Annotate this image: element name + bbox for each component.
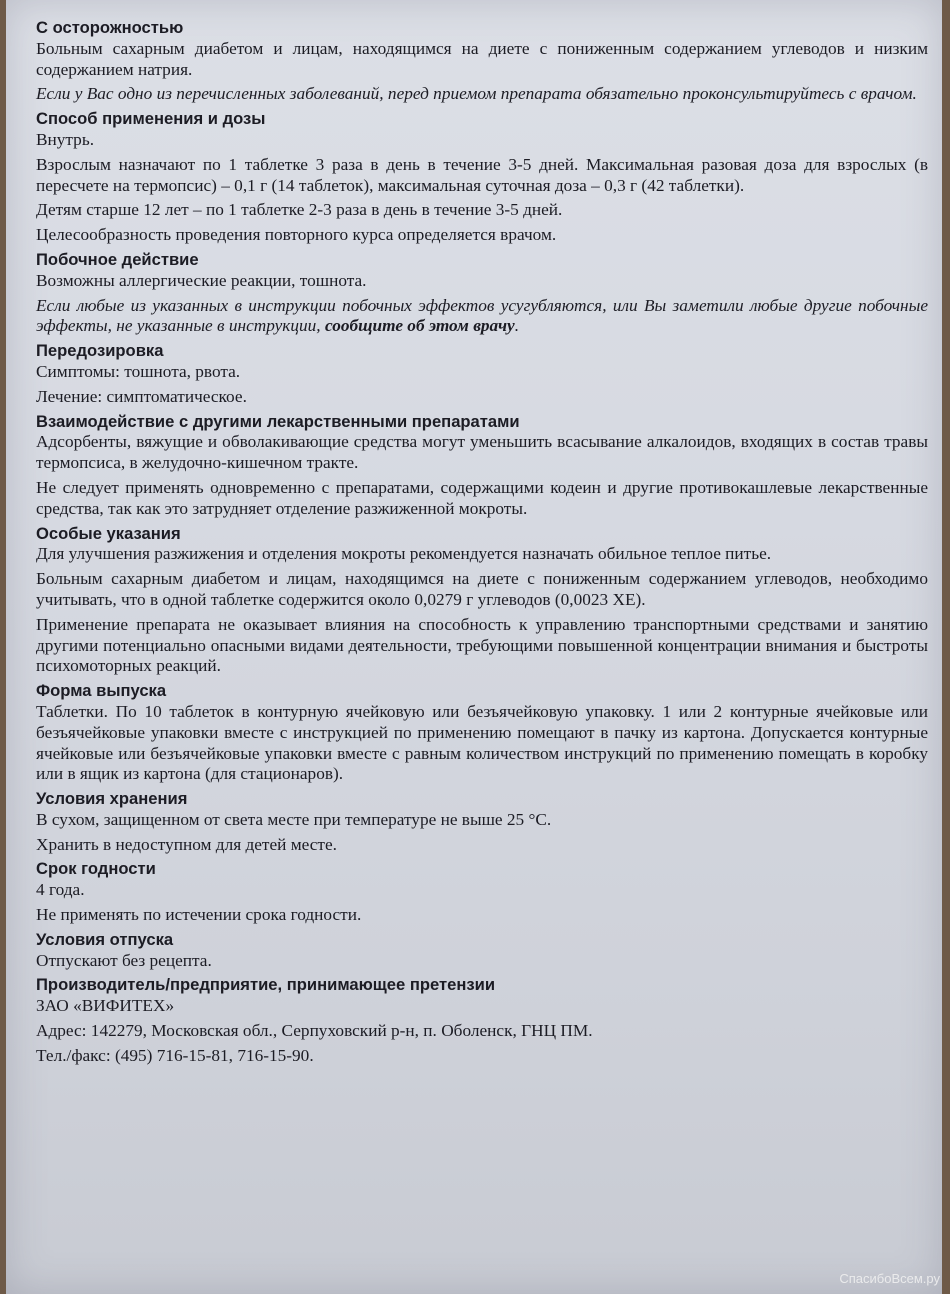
section-title: Особые указания: [36, 523, 181, 543]
paragraph-text: Целесообразность проведения повторного курса определяется врачом.: [36, 225, 557, 245]
paragraph-text: 4 года.: [36, 880, 85, 900]
section-paragraph: [36, 39, 928, 81]
section-paragraph: [36, 996, 928, 1017]
paragraph-text: Внутрь.: [36, 129, 95, 149]
section-paragraph: [36, 478, 928, 520]
section-paragraph: [36, 200, 928, 221]
paragraph-text: Больным сахарным диабетом и лицам, находящимся на диете с пониженным содержанием углеводов и низким содержанием натрия.: [36, 38, 928, 79]
section-title: Условия хранения: [36, 789, 188, 809]
paragraph-text: Больным сахарным диабетом и лицам, находящимся на диете с пониженным содержанием углеводов, необходимо учитывать, что в одной таблетке содержится около 0,0279 г углеводов (0,0023 ХЕ).: [36, 569, 928, 609]
paragraph-text: Адрес: 142279, Московская обл., Серпуховский р-н, п. Оболенск, ГНЦ ПМ.: [36, 1021, 593, 1041]
leaflet-sheet: [6, 0, 942, 1294]
paragraph-text: Симптомы: тошнота, рвота.: [36, 361, 241, 381]
section-paragraph: [36, 951, 928, 972]
paragraph-text: ЗАО «ВИФИТЕХ»: [36, 996, 175, 1016]
paragraph-text: Если любые из указанных в инструкции побочных эффектов усугубляются, или Вы заметили любые другие побочные эффекты, не указанные в инструкции,: [36, 295, 928, 336]
section-paragraph: [36, 569, 928, 611]
section-paragraph: [36, 1021, 928, 1042]
section-title: Передозировка: [36, 341, 164, 361]
section-title: С осторожностью: [36, 18, 184, 37]
section-title: Форма выпуска: [36, 681, 167, 701]
paragraph-text: Таблетки. По 10 таблеток в контурную ячейковую или безъячейковую упаковку. 1 или 2 контурные ячейковые или безъячейковые упаковки вместе с инструкцией по применению помещают в пачку из картона. Допускается контурные ячейковые или безъячейковые упаковки вместе с равным количеством инструкций по применению помещать в коробку или в ящик из картона (для стационаров).: [36, 701, 928, 784]
section-paragraph: [36, 387, 928, 408]
spacer: [36, 1067, 928, 1071]
leaflet-content: [36, 18, 928, 1071]
paragraph-text: Лечение: симптоматическое.: [36, 386, 247, 406]
section-paragraph: [36, 155, 928, 197]
paragraph-text: Взрослым назначают по 1 таблетке 3 раза в день в течение 3-5 дней. Максимальная разовая доза для взрослых (в пересчете на термопсис) – 0,1 г (14 таблеток), максимальная суточная доза – 0,3 г (42 таблетки).: [36, 154, 928, 195]
paragraph-text: Если у Вас одно из перечисленных заболеваний, перед приемом препарата обязательно проконсультируйтесь с врачом.: [36, 84, 917, 104]
site-watermark: СпасибоВсем.ру: [839, 1271, 940, 1286]
section-paragraph: [36, 702, 928, 785]
section-paragraph: [36, 130, 928, 151]
paragraph-text: Применение препарата не оказывает влияния на способность к управлению транспортными средствами и занятию другими потенциально опасными видами деятельности, требующими повышенной концентрации внимания и быстроты психомоторных реакций.: [36, 614, 928, 676]
section-title: Взаимодействие с другими лекарственными препаратами: [36, 411, 520, 431]
paragraph-tail: .: [514, 316, 520, 336]
section-paragraph: [36, 1046, 928, 1067]
paragraph-text: Хранить в недоступном для детей месте.: [36, 834, 337, 854]
section-paragraph: [36, 835, 928, 856]
section-paragraph: [36, 615, 928, 677]
section-paragraph: [36, 271, 928, 292]
paragraph-text: Не применять по истечении срока годности.: [36, 905, 362, 925]
paragraph-text: Тел./факс: (495) 716-15-81, 716-15-90.: [36, 1045, 314, 1065]
section-paragraph: [36, 905, 928, 926]
section-paragraph: [36, 296, 928, 338]
section-title: Производитель/предприятие, принимающее претензии: [36, 975, 496, 995]
section-paragraph: [36, 84, 928, 105]
section-paragraph: [36, 432, 928, 474]
section-paragraph: [36, 810, 928, 831]
section-paragraph: [36, 225, 928, 246]
paragraph-text: Адсорбенты, вяжущие и обволакивающие средства могут уменьшить всасывание алкалоидов, входящих в состав травы термопсиса, в желудочно-кишечном тракте.: [36, 432, 928, 473]
section-title: Условия отпуска: [36, 929, 174, 949]
paragraph-text: Детям старше 12 лет – по 1 таблетке 2-3 раза в день в течение 3-5 дней.: [36, 200, 563, 220]
paragraph-text: В сухом, защищенном от света месте при температуре не выше 25 °С.: [36, 809, 552, 829]
section-title: Побочное действие: [36, 249, 199, 269]
section-paragraph: [36, 544, 928, 565]
section-title: Способ применения и дозы: [36, 109, 266, 129]
section-paragraph: [36, 880, 928, 901]
emphasis-text: сообщите об этом врачу: [324, 316, 515, 336]
paragraph-text: Отпускают без рецепта.: [36, 950, 212, 970]
paragraph-text: Возможны аллергические реакции, тошнота.: [36, 270, 367, 290]
section-paragraph: [36, 362, 928, 383]
section-title: Срок годности: [36, 859, 156, 879]
paragraph-text: Не следует применять одновременно с препаратами, содержащими кодеин и другие противокашлевые лекарственные средства, так как это затрудняет отделение разжиженной мокроты.: [36, 477, 928, 518]
paragraph-text: Для улучшения разжижения и отделения мокроты рекомендуется назначать обильное теплое питье.: [36, 544, 772, 564]
